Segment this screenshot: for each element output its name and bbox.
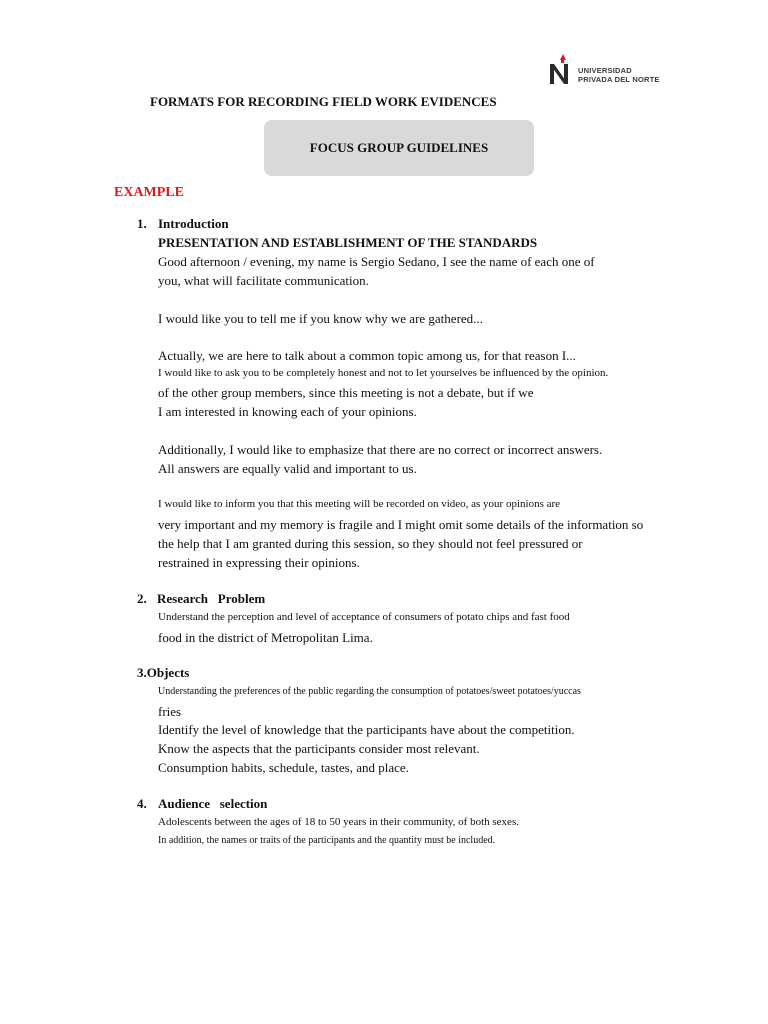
section-1-line: very important and my memory is fragile and I might omit some details of the information so [158,517,644,532]
section-1-line: restrained in expressing their opinions. [158,555,360,570]
section-4-line: Adolescents between the ages of 18 to 50 years in their community, of both sexes. [158,816,519,828]
section-2-line: Understand the perception and level of acceptance of consumers of potato chips and fast food [158,611,570,623]
section-1-line: Good afternoon / evening, my name is Sergio Sedano, I see the name of each one of [158,254,595,269]
section-1-heading: Introduction [158,216,229,231]
section-1-line: All answers are equally valid and important to us. [158,461,417,476]
section-1-line: I would like you to tell me if you know why we are gathered... [158,311,483,326]
section-4-number: 4. [137,796,147,811]
example-label: EXAMPLE [114,185,184,200]
section-1-line: I am interested in knowing each of your opinions. [158,404,417,419]
focus-group-title-box [264,120,534,176]
upn-n-icon [548,54,576,88]
logo-line-2: PRIVADA DEL NORTE [578,75,660,84]
section-2-number: 2. [137,591,147,606]
section-3-line: Identify the level of knowledge that the participants have about the competition. [158,722,575,737]
section-1-line: you, what will facilitate communication. [158,273,369,288]
section-1-line: of the other group members, since this meeting is not a debate, but if we [158,385,534,400]
document-title: FORMATS FOR RECORDING FIELD WORK EVIDENCES [150,94,497,109]
section-1-line: the help that I am granted during this session, so they should not feel pressured or [158,536,583,551]
section-4-heading: Audience selection [158,796,268,811]
section-2-heading: Research Problem [157,591,266,606]
section-2-line: food in the district of Metropolitan Lima. [158,630,373,645]
section-3-line: Know the aspects that the participants consider most relevant. [158,741,480,756]
section-1-number: 1. [137,216,147,231]
section-1-subheading: PRESENTATION AND ESTABLISHMENT OF THE STANDARDS [158,235,538,250]
focus-group-title: FOCUS GROUP GUIDELINES [309,140,489,155]
section-1-line: I would like to inform you that this meeting will be recorded on video, as your opinions are [158,498,561,510]
section-3-heading: 3.Objects [137,665,190,680]
section-4-line: In addition, the names or traits of the participants and the quantity must be included. [158,835,496,846]
section-1-line: Actually, we are here to talk about a common topic among us, for that reason I... [158,348,576,363]
section-1-line: I would like to ask you to be completely honest and not to let yourselves be influenced by the opinion. [158,367,609,379]
logo-wordmark [578,66,660,84]
logo-line-1: UNIVERSIDAD [578,66,632,75]
university-logo [548,54,668,88]
section-3-line: fries [158,704,182,719]
section-1-line: Additionally, I would like to emphasize that there are no correct or incorrect answers. [158,442,603,457]
section-3-line: Consumption habits, schedule, tastes, and place. [158,760,409,775]
section-3-line: Understanding the preferences of the public regarding the consumption of potatoes/sweet potatoes/yuccas [158,686,581,697]
